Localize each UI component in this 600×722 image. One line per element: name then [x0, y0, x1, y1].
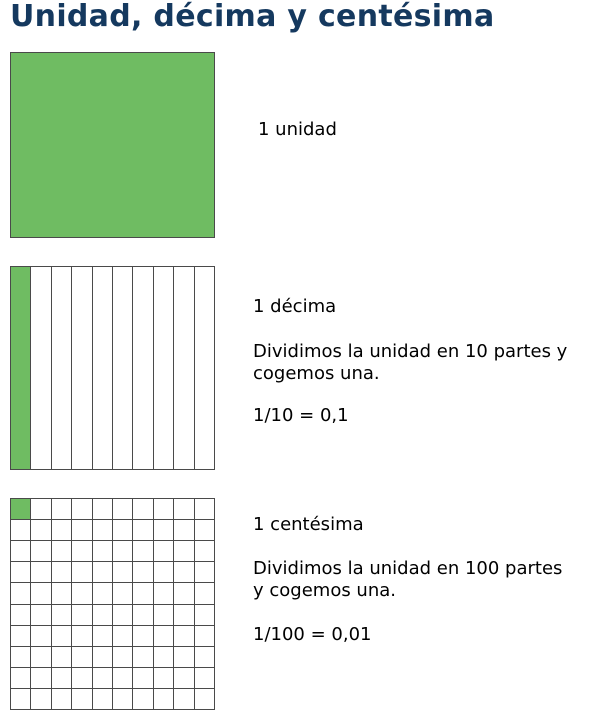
grid-cell	[72, 520, 91, 540]
grid-cell	[113, 605, 132, 625]
grid-cell	[72, 562, 91, 582]
grid-cell	[174, 267, 193, 469]
grid-cell	[93, 668, 112, 688]
grid-cell	[72, 668, 91, 688]
grid-cell	[93, 689, 112, 709]
grid-cell	[174, 541, 193, 561]
grid-cell	[195, 647, 214, 667]
grid-cell	[11, 583, 30, 603]
grid-cell	[174, 583, 193, 603]
grid-cell	[52, 626, 71, 646]
grid-cell	[72, 267, 91, 469]
section-label-unidad: 1 unidad	[258, 119, 337, 140]
highlighted-cell	[11, 267, 30, 469]
grid-cell	[195, 499, 214, 519]
grid-cell	[52, 583, 71, 603]
fraction-text-centesima: 1/100 = 0,01	[253, 624, 372, 645]
grid-cell	[72, 605, 91, 625]
grid-cell	[93, 562, 112, 582]
grid-cell	[52, 605, 71, 625]
grid-cell	[113, 267, 132, 469]
grid-cell	[93, 499, 112, 519]
grid-cell	[195, 583, 214, 603]
grid-cell	[72, 583, 91, 603]
grid-cell	[31, 267, 50, 469]
grid-cell	[133, 520, 152, 540]
highlighted-cell	[11, 499, 30, 519]
description-line: Dividimos la unidad en 100 partes	[253, 558, 563, 579]
grid-cell	[195, 689, 214, 709]
grid-cell	[154, 647, 173, 667]
grid-cell	[154, 668, 173, 688]
grid-cell	[31, 499, 50, 519]
grid-cell	[31, 689, 50, 709]
grid-cell	[195, 605, 214, 625]
grid-cell	[11, 541, 30, 561]
grid-cell	[11, 562, 30, 582]
description-line: Dividimos la unidad en 10 partes y	[253, 341, 568, 362]
grid-cell	[11, 689, 30, 709]
grid-cell	[52, 562, 71, 582]
grid-cell	[154, 520, 173, 540]
fraction-text-decima: 1/10 = 0,1	[253, 405, 349, 426]
section-label-decima: 1 décima	[253, 296, 337, 317]
section-description-decima	[253, 341, 567, 385]
grid-cell	[113, 541, 132, 561]
grid-cell	[113, 520, 132, 540]
hundredth-grid-figure	[10, 498, 215, 710]
grid-cell	[154, 499, 173, 519]
grid-cell	[174, 562, 193, 582]
grid-cell	[133, 605, 152, 625]
grid-cell	[113, 647, 132, 667]
grid-cell	[31, 541, 50, 561]
grid-cell	[11, 626, 30, 646]
grid-cell	[195, 668, 214, 688]
grid-cell	[174, 520, 193, 540]
grid-cell	[154, 583, 173, 603]
grid-cell	[154, 541, 173, 561]
grid-cell	[133, 689, 152, 709]
grid-cell	[174, 626, 193, 646]
grid-cell	[31, 626, 50, 646]
grid-cell	[195, 562, 214, 582]
grid-cell	[154, 605, 173, 625]
grid-cell	[52, 541, 71, 561]
grid-cell	[11, 647, 30, 667]
grid-cell	[93, 583, 112, 603]
grid-cell	[52, 520, 71, 540]
grid-cell	[72, 541, 91, 561]
grid-cell	[113, 562, 132, 582]
section-label-centesima: 1 centésima	[253, 514, 364, 535]
grid-cell	[133, 668, 152, 688]
grid-cell	[174, 605, 193, 625]
grid-cell	[52, 647, 71, 667]
grid-cell	[174, 647, 193, 667]
grid-cell	[113, 499, 132, 519]
grid-cell	[195, 626, 214, 646]
grid-cell	[93, 520, 112, 540]
grid-cell	[72, 647, 91, 667]
grid-cell	[31, 562, 50, 582]
unit-square-figure	[10, 52, 215, 238]
description-line: cogemos una.	[253, 363, 380, 384]
grid-cell	[31, 605, 50, 625]
grid-cell	[93, 541, 112, 561]
grid-cell	[113, 668, 132, 688]
grid-cell	[72, 626, 91, 646]
grid-cell	[113, 583, 132, 603]
grid-cell	[154, 689, 173, 709]
grid-cell	[113, 626, 132, 646]
grid-cell	[133, 541, 152, 561]
grid-cell	[72, 499, 91, 519]
grid-cell	[133, 647, 152, 667]
grid-cell	[113, 689, 132, 709]
grid-cell	[154, 267, 173, 469]
description-line: y cogemos una.	[253, 580, 396, 601]
grid-cell	[133, 562, 152, 582]
tenth-strips-figure	[10, 266, 215, 470]
grid-cell	[195, 520, 214, 540]
grid-cell	[195, 541, 214, 561]
grid-cell	[133, 267, 152, 469]
grid-cell	[31, 520, 50, 540]
section-description-centesima	[253, 558, 562, 602]
grid-cell	[11, 520, 30, 540]
grid-cell	[93, 626, 112, 646]
grid-cell	[52, 689, 71, 709]
grid-cell	[154, 626, 173, 646]
grid-cell	[31, 668, 50, 688]
grid-cell	[174, 689, 193, 709]
grid-cell	[133, 626, 152, 646]
grid-cell	[52, 267, 71, 469]
page-title: Unidad, décima y centésima	[10, 0, 495, 34]
grid-cell	[52, 499, 71, 519]
grid-cell	[72, 689, 91, 709]
grid-cell	[93, 605, 112, 625]
grid-cell	[195, 267, 214, 469]
grid-cell	[11, 605, 30, 625]
grid-cell	[93, 647, 112, 667]
grid-cell	[133, 499, 152, 519]
grid-cell	[174, 499, 193, 519]
grid-cell	[31, 647, 50, 667]
grid-cell	[52, 668, 71, 688]
grid-cell	[133, 583, 152, 603]
grid-cell	[154, 562, 173, 582]
highlighted-cell	[11, 53, 214, 237]
grid-cell	[31, 583, 50, 603]
grid-cell	[174, 668, 193, 688]
grid-cell	[93, 267, 112, 469]
grid-cell	[11, 668, 30, 688]
